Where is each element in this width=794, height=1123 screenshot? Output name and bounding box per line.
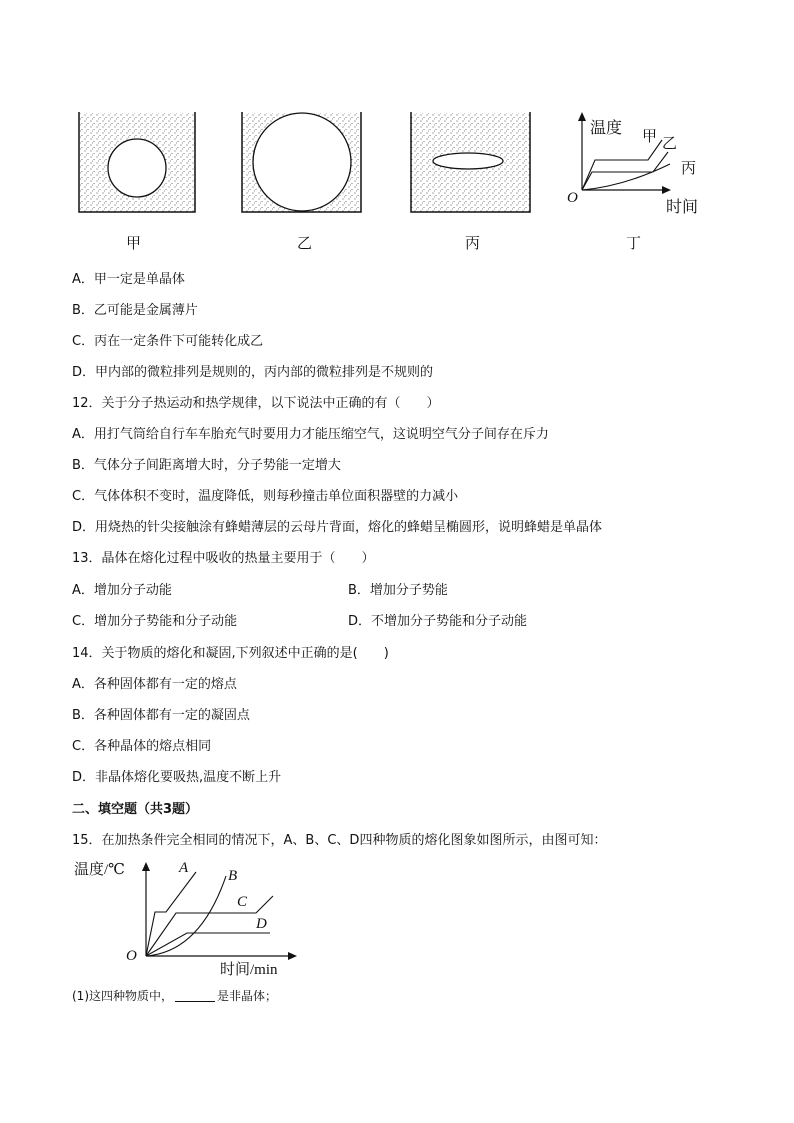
caption-ding: 丁 <box>626 234 642 252</box>
graph-ding-origin: O <box>567 190 578 206</box>
q14-option-c: C．各种晶体的熔点相同 <box>72 739 212 754</box>
q15-sub1-suffix: 是非晶体； <box>217 989 278 1003</box>
graph-ding-series-yi: 乙 <box>662 134 678 152</box>
q15-graph-series-d: D <box>256 916 267 932</box>
graph-ding-ylabel: 温度 <box>590 118 623 137</box>
q15-sub1-answer-blank[interactable] <box>175 988 215 1002</box>
q15-graph-xlabel: 时间/min <box>220 962 278 978</box>
panel-yi <box>242 112 361 212</box>
section-title-fill-in: 二、填空题（共3题） <box>72 802 199 817</box>
graph-ding-series-bing: 丙 <box>681 159 697 177</box>
q13-stem: 13．晶体在熔化过程中吸收的热量主要用于（ ） <box>72 551 375 566</box>
q15-sub1-prefix: (1)这四种物质中， <box>72 989 173 1003</box>
panel-jia <box>79 112 195 212</box>
q13-option-a: A．增加分子动能 <box>72 583 172 598</box>
q15-graph-series-a: A <box>179 860 189 876</box>
q14-stem: 14．关于物质的熔化和凝固,下列叙述中正确的是( ) <box>72 646 389 661</box>
q12-option-a: A．用打气筒给自行车车胎充气时要用力才能压缩空气，这说明空气分子间存在斥力 <box>72 427 549 442</box>
panel-bing <box>411 112 530 212</box>
q15-graph-ylabel: 温度/℃ <box>74 862 125 878</box>
q15-graph-series-b: B <box>228 868 238 884</box>
caption-jia: 甲 <box>126 234 142 252</box>
q12-option-b: B．气体分子间距离增大时，分子势能一定增大 <box>72 458 341 473</box>
q11-option-b: B．乙可能是金属薄片 <box>72 303 198 318</box>
q14-option-a: A．各种固体都有一定的熔点 <box>72 677 237 692</box>
q15-stem: 15．在加热条件完全相同的情况下，A、B、C、D四种物质的熔化图象如图所示，由图可知： <box>72 833 607 848</box>
q15-sub1 <box>72 987 277 1005</box>
q14-option-b: B．各种固体都有一定的凝固点 <box>72 708 250 723</box>
graph-ding-xlabel: 时间 <box>666 197 699 216</box>
q12-stem: 12．关于分子热运动和热学规律，以下说法中正确的有（ ） <box>72 396 440 411</box>
q11-option-a: A．甲一定是单晶体 <box>72 272 185 287</box>
q15-graph-series-c: C <box>237 894 248 910</box>
q11-option-d: D．甲内部的微粒排列是规则的，丙内部的微粒排列是不规则的 <box>72 365 434 380</box>
q15-graph-origin: O <box>126 948 137 964</box>
caption-bing: 丙 <box>465 234 481 252</box>
q11-option-c: C．丙在一定条件下可能转化成乙 <box>72 334 264 349</box>
q12-option-d: D．用烧热的针尖接触涂有蜂蜡薄层的云母片背面，熔化的蜂蜡呈椭圆形，说明蜂蜡是单晶体 <box>72 520 603 535</box>
q14-option-d: D．非晶体熔化要吸热,温度不断上升 <box>72 770 282 785</box>
top-figure <box>0 0 794 260</box>
q12-option-c: C．气体体积不变时，温度降低，则每秒撞击单位面积器壁的力减小 <box>72 489 459 504</box>
caption-yi: 乙 <box>297 234 313 252</box>
q13-option-b: B．增加分子势能 <box>348 583 448 598</box>
q13-option-d: D．不增加分子势能和分子动能 <box>348 614 528 629</box>
q13-option-c: C．增加分子势能和分子动能 <box>72 614 238 629</box>
graph-ding-series-jia: 甲 <box>642 127 658 145</box>
q15-graph <box>0 850 340 980</box>
